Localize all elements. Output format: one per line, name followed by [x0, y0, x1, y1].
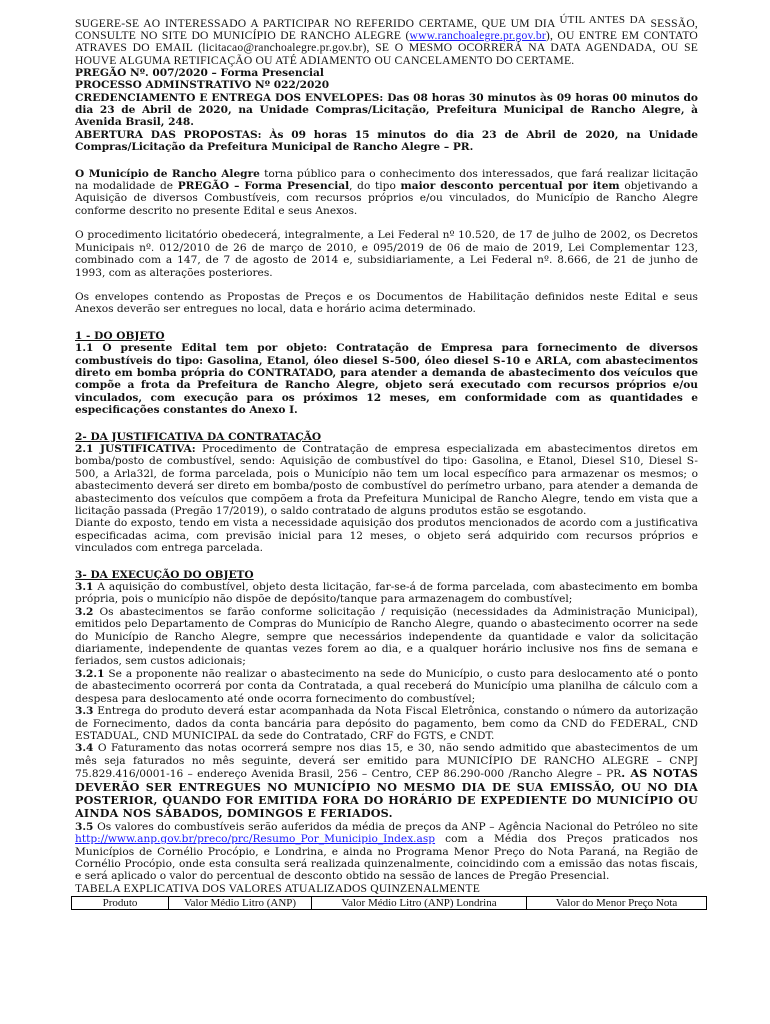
- justificativa-text: Procedimento de Contratação de empresa especializada em abastecimentos diretos em bomba/posto de combustível, sendo: Aquisição de combustível do tipo: Gasolina, e Etanol, Diesel S10, Diesel S-500, a Arla32l, de forma parcelada, pois o Município não tem um local específico para armazenar os mesmos; o abastecimento deverá ser direto em bomba/posto de combustível do perímetro urbano, para atender a demanda de abastecimento dos veículos que compõem a frota da Prefeitura Municipal de Rancho Alegre, tendo em vista que a licitação passada (Pregão 17/2019), o saldo contratado de alguns produtos estão se esgotando.: [75, 442, 699, 517]
- item-text-2: com a Média dos Preços praticados nos Municípios de Cornélio Procópio, e Londrina, e ainda no Programa Menor Preço do Nota Paraná, na Região de Cornélio Procópio, onde esta consulta será realizada quinzenalmente, coincidindo com a emissão das notas fiscais, e será aplicado o valor do percentual de desconto obtido na sessão de lances de Pregão Presencial.: [75, 833, 698, 883]
- item-number: 3.5: [75, 820, 94, 833]
- envelopes-paragraph: Os envelopes contendo as Propostas de Preços e os Documentos de Habilitação definidos neste Edital e seus Anexos deverão ser entregues no local, data e horário acima determinado.: [75, 290, 698, 316]
- section2-heading: 2- DA JUSTIFICATIVA DA CONTRATAÇÃO: [75, 430, 322, 443]
- notice-text-sup: ÚTIL ANTES DA: [559, 14, 646, 26]
- municipio-name: O Município de Rancho Alegre: [75, 167, 260, 180]
- item-number: 3.3: [75, 705, 94, 718]
- table-header-cell: Valor Médio Litro (ANP) Londrina: [312, 896, 527, 909]
- item-number: 3.4: [75, 742, 94, 755]
- item-number: 3.1: [75, 581, 94, 594]
- item-3-5: [75, 821, 698, 883]
- notice-text-a: SUGERE-SE AO INTERESSADO A PARTICIPAR NO REFERIDO CERTAME, QUE UM DIA: [75, 17, 560, 30]
- justificativa-label: 2.1 JUSTIFICATIVA:: [75, 442, 196, 455]
- item-text: Entrega do produto deverá estar acompanhada da Nota Fiscal Eletrônica, constando o número da autorização de Fornecimento, dados da conta bancária para depósito do pagamento, bem como da CND do FEDERAL, CND ESTADUAL, CND MUNICIPAL da sede do Contratado, CRF do FGTS, e CNDT.: [75, 705, 698, 742]
- section1-heading: 1 - DO OBJETO: [75, 329, 165, 342]
- abertura-text: ABERTURA DAS PROPOSTAS: Às 09 horas 15 minutos do dia 23 de Abril de 2020, na Unidade Compras/Licitação da Prefeitura Municipal de Rancho Alegre – PR.: [75, 128, 698, 154]
- table-caption: TABELA EXPLICATIVA DOS VALORES ATUALIZADOS QUINZENALMENTE: [75, 881, 480, 895]
- diante-paragraph: Diante do exposto, tendo em vista a necessidade aquisição dos produtos mencionados de acordo com a justificativa especificadas acima, com previsão inicial para 12 meses, o objeto será adquirido com recursos próprios e vinculados com entrega parcelada.: [75, 517, 698, 555]
- section1-text: 1.1 O presente Edital tem por objeto: Contratação de Empresa para fornecimento de diversos combustíveis do tipo: Gasolina, Etanol, óleo diesel S-500, óleo diesel S-10 e ARLA, com abastecimentos direto em bomba própria do CONTRATADO, para atender a demanda de abastecimento dos veículos que compõe a frota da Prefeitura de Rancho Alegre, objeto será executado com recursos próprios e/ou vinculados, com execução para os próximos 12 meses, em conformidade com as quantidades e especificações constantes do Anexo I.: [75, 342, 698, 417]
- tipo-text: maior desconto percentual por item: [400, 180, 620, 193]
- intro-paragraph: [75, 168, 698, 218]
- notice-paragraph: [75, 14, 698, 67]
- processo-title: PROCESSO ADMINSTRATIVO Nº 022/2020: [75, 79, 330, 92]
- values-table: [71, 896, 707, 910]
- pregao-title: PREGÃO Nº. 007/2020 – Forma Presencial: [75, 66, 324, 79]
- intro-text-1: torna público para o conhecimento dos interessados, que fará realizar licitação na modalidade de: [75, 167, 698, 193]
- table-header-cell: Valor do Menor Preço Nota: [527, 896, 707, 909]
- justificativa-paragraph: [75, 443, 698, 517]
- table-header-row: [72, 896, 707, 909]
- item-3-1: [75, 581, 698, 606]
- anp-link[interactable]: http://www.anp.gov.br/preco/prc/Resumo_Por_Municipio_Index.asp: [75, 833, 436, 846]
- intro-text-2: , do tipo: [349, 180, 401, 193]
- item-text: Se a proponente não realizar o abastecimento na sede do Município, o custo para deslocamento até o ponto de abastecimento ocorrerá por conta da Contratada, a qual receberá do Município uma planilha de cálculo com a despesa para deslocamento até onde ocorra fornecimento do combustível;: [75, 667, 698, 705]
- table-header-cell: Produto: [72, 896, 169, 909]
- modalidade-text: PREGÃO – Forma Presencial: [177, 180, 350, 193]
- item-number: 3.2: [75, 605, 94, 618]
- notas-warning: . AS NOTAS DEVERÃO SER ENTREGUES NO MUNICÍPIO NO MESMO DIA DE SUA EMISSÃO, OU NO DIA POSTERIOR, QUANDO FOR EMITIDA FORA DO HORÁRIO DE EXPEDIENTE DO MUNICÍPIO OU AINDA NOS SÁBADOS, DOMINGOS E FERIADOS.: [75, 766, 698, 821]
- intro-text-3: objetivando a Aquisição de diversos Combustíveis, com recursos próprios e/ou vinculados, do Município de Rancho Alegre conforme descrito no presente Edital e seus Anexos.: [75, 180, 698, 217]
- section3-heading: 3- DA EXECUÇÃO DO OBJETO: [75, 568, 254, 581]
- item-3-3: [75, 705, 698, 742]
- item-text: Os abastecimentos se farão conforme solicitação / requisição (necessidades da Administração Municipal), emitidos pelo Departamento de Compras do Município de Rancho Alegre, quando o abastecimento ocorrer na sede do Município de Rancho Alegre, sempre que necessários independente da quantidade e valor da solicitação diariamente, independente de quantas vezes forem ao dia, e a qualquer horário inclusive nos fins de semana e feriados, sem custos adicionais;: [75, 605, 698, 668]
- notice-text-b: SESSÃO, CONSULTE NO SITE DO MUNICÍPIO DE RANCHO ALEGRE (: [75, 17, 698, 43]
- item-3-2-1: [75, 668, 698, 705]
- website-link[interactable]: www.ranchoalegre.pr.gov.br: [409, 29, 546, 43]
- item-text: Os valores do combustíveis serão auferidos da média de preços da ANP – Agência Nacional do Petróleo no site: [93, 820, 698, 833]
- notice-text-c: ), OU ENTRE EM CONTATO ATRAVES DO EMAIL (licitacao@ranchoalegre.pr.gov.br), SE O MESMO OCORRERÁ NA DATA AGENDADA, OU SE HOUVE ALGUMA RETIFICAÇÃO OU ATÉ ADIAMENTO OU CANCELAMENTO DO CERTAME.: [75, 29, 698, 67]
- item-text: A aquisição do combustível, objeto desta licitação, far-se-á de forma parcelada, com abastecimento em bomba própria, pois o município não dispõe de depósito/tanque para armazenagem do combustível;: [75, 581, 698, 606]
- table-header-cell: Valor Médio Litro (ANP): [169, 896, 312, 909]
- item-3-4: [75, 742, 698, 820]
- document-page: [75, 14, 698, 910]
- credenciamento-text: CREDENCIAMENTO E ENTREGA DOS ENVELOPES: Das 08 horas 30 minutos às 09 horas 00 minutos do dia 23 de Abril de 2020, na Unidade Compras/Licitação, Prefeitura Municipal de Rancho Alegre, à Avenida Brasil, 248.: [75, 91, 698, 129]
- item-3-2: [75, 606, 698, 668]
- item-text: O Faturamento das notas ocorrerá sempre nos dias 15, e 30, não sendo admitido que abastecimentos de um mês seja faturados no mês seguinte, deverá ser emitido para MUNICÍPIO DE RANCHO ALEGRE – CNPJ 75.829.416/0001-16 – endereço Avenida Brasil, 256 – Centro, CEP 86.290-000 /Rancho Alegre – PR: [75, 742, 698, 781]
- item-number: 3.2.1: [75, 667, 105, 680]
- legal-paragraph: O procedimento licitatório obedecerá, integralmente, a Lei Federal nº 10.520, de 17 de julho de 2002, os Decretos Municipais nº. 012/2010 de 26 de março de 2010, e 095/2019 de 06 de maio de 2019, Lei Complementar 123, combinado com a 147, de 7 de agosto de 2014 e, subsidiariamente, a Lei Federal nº. 8.666, de 21 de junho de 1993, com as alterações posteriores.: [75, 229, 698, 279]
